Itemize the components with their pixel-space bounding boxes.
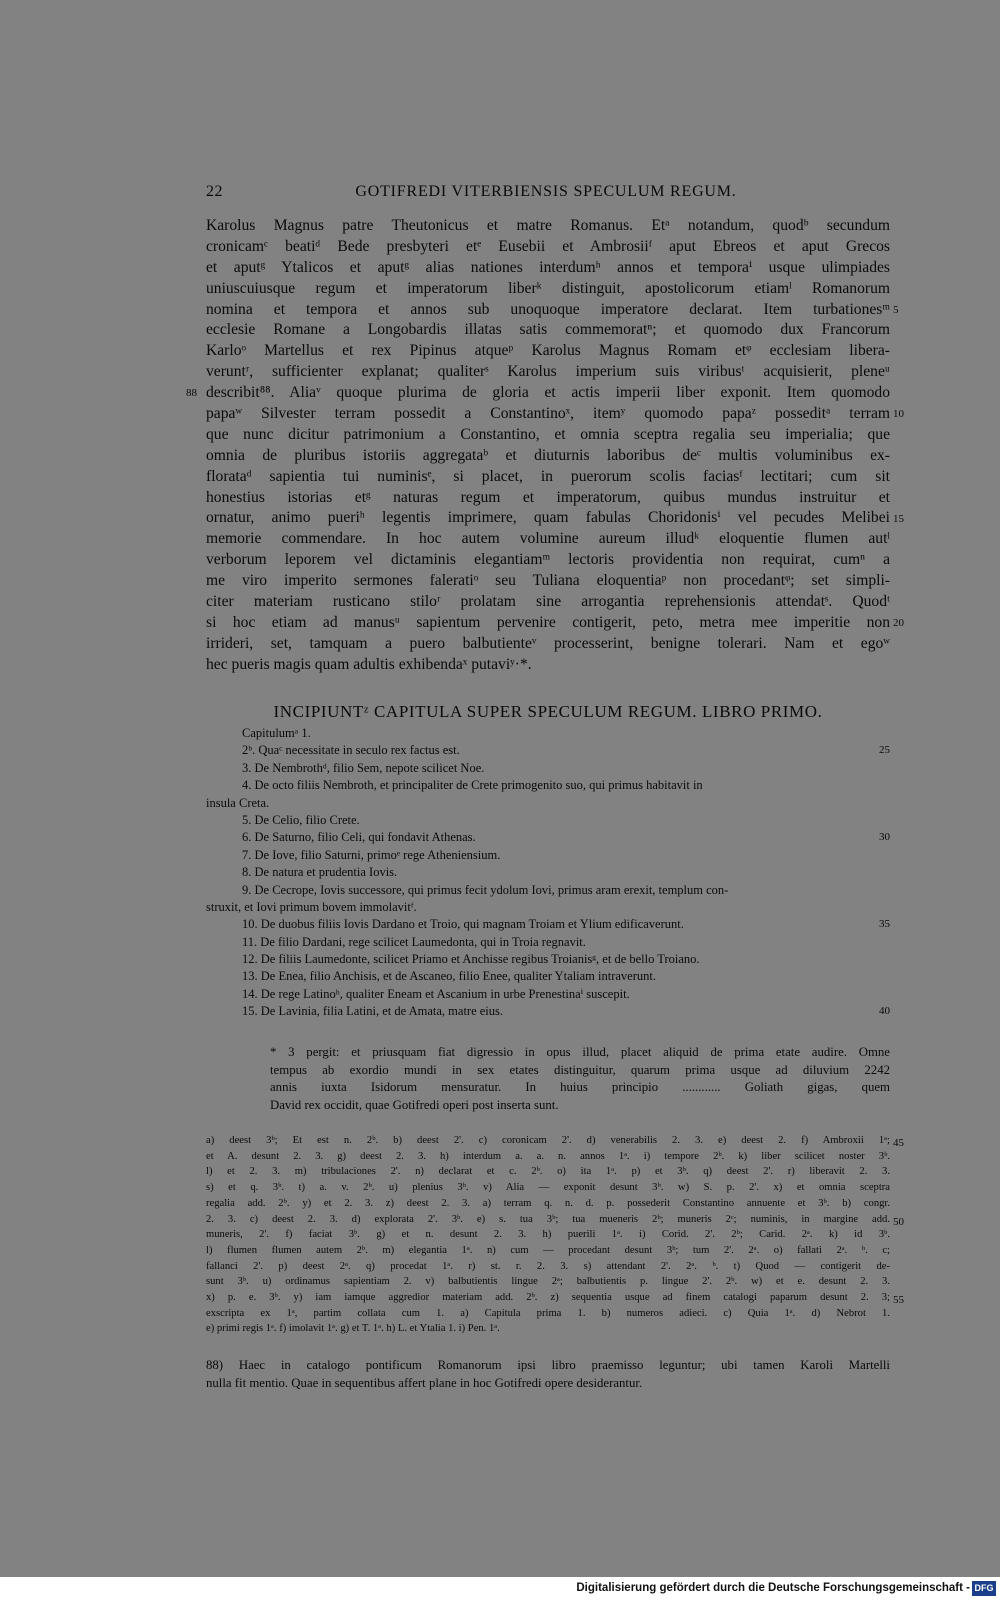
chapter-title: insula Creta. bbox=[206, 795, 270, 810]
line-number: 45 bbox=[893, 1137, 904, 1149]
footnote-marker: 88 bbox=[186, 387, 197, 400]
dfg-logo: DFG bbox=[972, 1581, 996, 1596]
chapter-entry bbox=[242, 742, 890, 759]
chapter-title: 13. De Enea, filio Anchisis, et de Ascaneo, filio Enee, qualiter Ytaliam intraverunt. bbox=[242, 969, 656, 984]
chapter-entry bbox=[206, 795, 890, 812]
chapter-title: 6. De Saturno, filio Celi, qui fondavit Athenas. bbox=[242, 830, 476, 845]
running-header bbox=[206, 183, 886, 205]
text-line: et aputᵍ Ytalicos et aputᵍ alias nationes interdumʰ annos et temporaⁱ usque ulimpiades bbox=[206, 258, 890, 276]
text-line: citer materiam rusticano stiloʳ prolatam sine arrogantia reprehensionis attendatˢ. Quodᵗ bbox=[206, 593, 890, 611]
chapter-title: 11. De filio Dardani, rege scilicet Laumedonta, qui in Troia regnavit. bbox=[242, 934, 586, 949]
apparatus-line: 2. 3. c) deest 2. 3. d) explorata 2'. 3ᵇ. e) s. tua 3ᵇ; tua mueneris 2ᵇ; muneris 2ᶜ; numinis, in margine add. bbox=[206, 1213, 890, 1225]
page-number: 22 bbox=[206, 183, 223, 200]
chapter-title: 12. De filiis Laumedonte, scilicet Priamo et Anchisse regibus Troianisᵍ, et de bello Troiano. bbox=[242, 952, 700, 967]
chapter-entry bbox=[242, 1003, 890, 1020]
apparatus-line: exscripta ex 1ᵃ, partim collata cum 1. a) Capitula prima 1. b) numeros adieci. c) Quia 1ᵃ. d) Nebrot 1. bbox=[206, 1307, 890, 1319]
text-line: florataᵈ sapientia tui numinisᵉ, si placet, in puerorum scolis faciasᶠ lectitari; cum sit bbox=[206, 467, 890, 485]
text-line: si hoc etiam ad manusᵘ sapientum pervenire contigerit, peto, metra mee imperitie non bbox=[206, 613, 890, 631]
text-line: ecclesie Romane a Longobardis illatas satis commemoratⁿ; et quomodo dux Francorum bbox=[206, 321, 890, 339]
text-line: memorie commendare. In hoc autem volumine aureum illudᵏ eloquentie flumen autˡ bbox=[206, 530, 890, 548]
chapter-entry bbox=[206, 899, 890, 916]
text-line: honestius istorias etᵍ naturas regum et imperatorum, quibus mundus instruitur et bbox=[206, 488, 890, 506]
main-text bbox=[206, 216, 890, 676]
line-number: 10 bbox=[893, 408, 904, 421]
chapter-entry bbox=[242, 777, 890, 794]
text-line: que nunc dicitur patrimonium a Constantino, et omnia sceptra regalia seu imperialia; que bbox=[206, 425, 890, 443]
critical-apparatus bbox=[206, 1133, 890, 1337]
line-number: 55 bbox=[893, 1294, 904, 1306]
chapter-entry bbox=[242, 986, 890, 1003]
chapter-entry bbox=[242, 847, 890, 864]
text-line: hec pueris magis quam adultis exhibendaˣ putaviʸ·*. bbox=[206, 655, 532, 673]
chapter-entry bbox=[242, 934, 890, 951]
text-line: omnia de pluribus istoriis aggregataᵇ et diuturnis laboribus deᶜ multis voluminibus ex- bbox=[206, 446, 890, 464]
chapter-title: 4. De octo filiis Nembroth, et principaliter de Crete primogenito suo, qui primus habitavit in bbox=[242, 778, 703, 793]
funding-credit: Digitalisierung gefördert durch die Deutsche Forschungsgemeinschaft - bbox=[576, 1582, 970, 1594]
apparatus-line: s) et q. 3ᵇ. t) a. v. 2ᵇ. u) plenius 3ᵇ. v) Alia — exponit desunt 3ᵇ. w) S. p. 2'. x) et omnia sceptra bbox=[206, 1182, 890, 1194]
chapter-entry bbox=[242, 829, 890, 846]
chapter-entry bbox=[242, 864, 890, 881]
line-number: 5 bbox=[893, 303, 899, 316]
chapter-title: 3. De Nembrothᵈ, filio Sem, nepote scilicet Noe. bbox=[242, 760, 485, 775]
chapter-entry bbox=[242, 812, 890, 829]
apparatus-line: l) et 2. 3. m) tribulaciones 2'. n) declarat et c. 2ᵇ. o) ita 1ᵃ. p) et 3ᵇ. q) deest 2'. r) liberavit 2. 3. bbox=[206, 1166, 890, 1178]
text-line: cronicamᶜ beatiᵈ Bede presbyteri etᵉ Eusebii et Ambrosiiᶠ aput Ebreos et aput Grecos bbox=[206, 237, 890, 255]
line-number: 35 bbox=[879, 918, 890, 931]
text-line: nomina et tempora et annos sub unoquoque imperatore declarat. Item turbationesᵐ bbox=[206, 300, 890, 318]
apparatus-line: e) primi regis 1ᵃ. f) imolavit 1ᵃ. g) et T. 1ᵃ. h) L. et Ytalia 1. i) Pen. 1ᵃ. bbox=[206, 1323, 500, 1335]
line-number: 25 bbox=[879, 744, 890, 757]
line-number: 30 bbox=[879, 831, 890, 844]
line-number: 15 bbox=[893, 512, 904, 525]
chapter-entry bbox=[242, 916, 890, 933]
note-line: annis iuxta Isidorum mensuratur. In huius principio ............ Goliath gigas, quem bbox=[270, 1080, 890, 1094]
footnote-line: 88) Haec in catalogo pontificum Romanorum ipsi libro praemisso leguntur; ubi tamen Karoli Martelli bbox=[206, 1358, 890, 1372]
chapter-list bbox=[206, 725, 890, 1021]
chapter-title: 14. De rege Latinoʰ, qualiter Eneam et Ascanium in urbe Prenestinaⁱ suscepit. bbox=[242, 986, 630, 1001]
chapter-title: 15. De Lavinia, filia Latini, et de Amata, matre eius. bbox=[242, 1004, 504, 1019]
chapter-title: Capitulumᵃ 1. bbox=[242, 726, 311, 740]
footer-bar bbox=[0, 1577, 1000, 1601]
chapter-title: 9. De Cecrope, Iovis successore, qui primus fecit ydolum Iovi, primus aram erexit, templum con- bbox=[242, 882, 729, 897]
chapter-title: 7. De Iove, filio Saturni, primoᵉ rege Atheniensium. bbox=[242, 847, 501, 862]
text-line: describit⁸⁸. Aliaᵛ quoque plurima de gloria et actis imperii liber exponit. Item quomodo bbox=[206, 384, 890, 402]
chapter-title: 8. De natura et prudentia Iovis. bbox=[242, 865, 398, 880]
chapter-title: 5. De Celio, filio Crete. bbox=[242, 812, 360, 827]
running-title: GOTIFREDI VITERBIENSIS SPECULUM REGUM. bbox=[355, 183, 737, 200]
footnote-line: nulla fit mentio. Quae in sequentibus affert plane in hoc Gotifredi opere desiderantur. bbox=[206, 1376, 643, 1390]
text-line: papaʷ Silvester terram possedit a Constantinoˣ, itemʸ quomodo papaᶻ posseditᵃ terram bbox=[206, 405, 890, 423]
text-line: verborum leporem vel dictaminis elegantiamᵐ lectoris providentia non requirat, cumⁿ a bbox=[206, 551, 890, 569]
note-line: tempus ab exordio mundi in sex etates distinguitur, quarum prima usque ad diluvium 2242 bbox=[270, 1062, 890, 1077]
text-line: veruntʳ, sufficienter explanat; qualiterˢ Karolus imperium suis viribusᵗ acquisierit, pleneᵘ bbox=[206, 363, 890, 381]
line-number: 20 bbox=[893, 617, 904, 630]
chapter-title: 2ᵇ. Quaᶜ necessitate in seculo rex factus est. bbox=[242, 743, 460, 758]
chapter-title: 10. De duobus filiis Iovis Dardano et Troio, qui magnam Troiam et Ylium edificaverunt. bbox=[242, 917, 684, 932]
text-line: uniuscuiusque regum et imperatorum liberᵏ distinguit, apostolicorum etiamˡ Romanorum bbox=[206, 279, 890, 297]
note-line: David rex occidit, quae Gotifredi operi post inserta sunt. bbox=[270, 1097, 559, 1112]
apparatus-line: fallanci 2'. p) deest 2ᵃ. q) procedat 1ᵃ. r) st. r. 2. 3. s) attendant 2'. 2ᵃ. ᵇ. t) Quod — contigerit de- bbox=[206, 1260, 890, 1272]
text-line: Karolus Magnus patre Theutonicus et matre Romanus. Etᵃ notandum, quodᵇ secundum bbox=[206, 217, 890, 234]
line-number: 40 bbox=[879, 1005, 890, 1018]
chapter-entry bbox=[242, 968, 890, 985]
footnote-88 bbox=[206, 1356, 890, 1392]
text-line: ornatur, animo pueriʰ legentis imprimere, quam fabulas Choridonisⁱ vel pecudes Melibei bbox=[206, 509, 890, 527]
editorial-note bbox=[270, 1044, 890, 1114]
chapter-entry bbox=[242, 951, 890, 968]
apparatus-line: x) p. e. 3ᵇ. y) iam iamque aggredior materiam add. 2ᵇ. z) sequentia usque ad finem catalogi paparum desunt 2. 3; bbox=[206, 1292, 890, 1304]
text-line: Karloᵒ Martellus et rex Pipinus atqueᵖ Karolus Magnus Romam etᵠ ecclesiam libera- bbox=[206, 342, 890, 360]
apparatus-line: muneris, 2'. f) faciat 3ᵇ. g) et n. desunt 2. 3. h) puerili 1ᵃ. i) Corid. 2'. 2ᵇ; Carid. 2ᵃ. k) id 3ᵇ. bbox=[206, 1229, 890, 1241]
section-title: INCIPIUNTᶻ CAPITULA SUPER SPECULUM REGUM. LIBRO PRIMO. bbox=[273, 702, 823, 721]
text-line: irrideri, set, tamquam a puero balbutienteᵛ processerint, benigne tolerari. Nam et egoʷ bbox=[206, 634, 890, 652]
apparatus-line: a) deest 3ᵇ; Et est n. 2ᵇ. b) deest 2'. c) coronicam 2'. d) venerabilis 2. 3. e) deest 2. f) Ambroxii 1ᵃ; bbox=[206, 1135, 890, 1146]
apparatus-line: sunt 3ᵇ. u) ordinamus sapientiam 2. v) balbutientis lingue 2ᵃ; balbutientis p. lingue 2'. 2ᵇ. w) et e. desunt 2. 3. bbox=[206, 1276, 890, 1288]
chapter-entry bbox=[242, 725, 890, 742]
apparatus-line: l) flumen flumen autem 2ᵇ. m) elegantia 1ᵃ. n) cum — procedant desunt 3ᵇ; tum 2'. 2ᵃ. o) fallati 2ᵃ. ᵇ. c; bbox=[206, 1244, 890, 1256]
line-number: 50 bbox=[893, 1215, 904, 1228]
chapter-entry bbox=[242, 760, 890, 777]
note-line: * 3 pergit: et priusquam fiat digressio in opus illud, placet aliquid de prima etate audire. Omne bbox=[270, 1045, 890, 1059]
chapter-entry bbox=[242, 882, 890, 899]
text-line: me viro imperito sermones faleratiᵒ seu Tuliana eloquentiaᵖ non procedantᵠ; set simpli- bbox=[206, 572, 890, 590]
chapter-title: struxit, et Iovi primum bovem immolavitᶠ. bbox=[206, 899, 417, 914]
apparatus-line: regalia add. 2ᵇ. y) et 2. 3. z) deest 2. 3. a) terram q. n. d. p. possederit Constantino annuente et 3ᵇ. b) congr. bbox=[206, 1197, 890, 1209]
apparatus-line: et A. desunt 2. 3. g) deest 2. 3. h) interdum a. a. n. annos 1ᵃ. i) tempore 2ᵇ. k) liber scilicet noster 3ᵇ. bbox=[206, 1150, 890, 1162]
